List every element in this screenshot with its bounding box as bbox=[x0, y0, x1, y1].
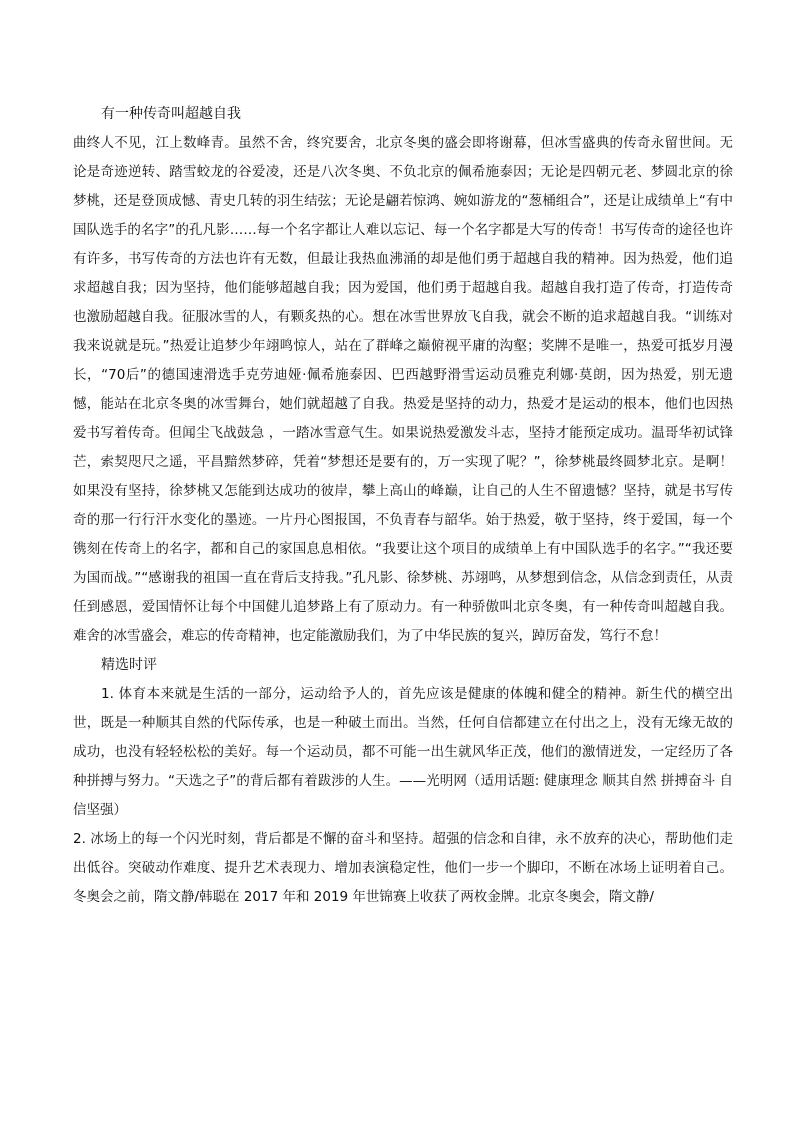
comment-paragraph-1: 1. 体育本来就是生活的一部分，运动给予人的，首先应该是健康的体魄和健全的精神。新生代的横空出世，既是一种顺其自然的代际传承，也是一种破土而出。当然，任何自信都建立在付出之上，没有无缘无故的成功，也没有轻轻松松的美好。每一个运动员，都不可能一出生就风华正茂，他们的激情迸发，一定经历了各种拼搏与努力。“天选之子”的背后都有着跋涉的人生。——光明网（适用话题: 健康理念 顺其自然 拼搏奋斗 自信坚强） bbox=[73, 686, 733, 818]
article-body: 曲终人不见，江上数峰青。虽然不舍，终究要舍，北京冬奥的盛会即将谢幕，但冰雪盛典的传奇永留世间。无论是奇迹逆转、踏雪蛟龙的谷爱凌，还是八次冬奥、不负北京的佩希施泰因；无论是四朝元老、梦圆北京的徐梦桃，还是登顶成憾、青史几转的羽生结弦；无论是翩若惊鸿、婉如游龙的“葱桶组合”，还是让成绩单上“有中国队选手的名字”的孔凡影……每一个名字都让人难以忘记、每一个名字都是大写的传奇！书写传奇的途径也许有许多，书写传奇的方法也许有无数，但最让我热血沸涌的却是他们勇于超越自我的精神。因为热爱，他们追求超越自我；因为坚持，他们能够超越自我；因为爱国，他们勇于超越自我。超越自我打造了传奇，打造传奇也激励超越自我。征服冰雪的人，有颗炙热的心。想在冰雪世界放飞自我，就会不断的追求超越自我。“训练对我来说就是玩。”热爱让追梦少年翊鸣惊人，站在了群峰之巅俯视平庸的沟壑；奖牌不是唯一，热爱可抵岁月漫长，“70后”的德国速滑选手克劳迪娅·佩希施泰因、巴西越野滑雪运动员雅克利娜·莫朗，因为热爱，别无遗憾，能站在北京冬奥的冰雪舞台，她们就超越了自我。热爱是坚持的动力，热爱才是运动的根本，他们也因热爱书写着传奇。但闻尘飞战鼓急 ，一踏冰雪意气生。如果说热爱激发斗志，坚持才能预定成功。温哥华初试锋芒，索契咫尺之遥，平昌黯然梦碎，凭着“梦想还是要有的，万一实现了呢？”，徐梦桃最终圆梦北京。是啊！如果没有坚持，徐梦桃又怎能到达成功的彼岸，攀上高山的峰巅，让自己的人生不留遗憾？坚持，就是书写传奇的那一行行汗水变化的墨迹。一片丹心图报国，不负青春与韶华。始于热爱，敬于坚持，终于爱国，每一个镌刻在传奇上的名字，都和自己的家国息息相依。“我要让这个项目的成绩单上有中国队选手的名字。”“我还要为国而战。”“感谢我的祖国一直在背后支持我。”孔凡影、徐梦桃、苏翊鸣，从梦想到信念，从信念到责任，从责任到感恩，爱国情怀让每个中国健儿追梦路上有了原动力。有一种骄傲叫北京冬奥，有一种传奇叫超越自我。难舍的冰雪盛会，难忘的传奇精神，也定能激励我们，为了中华民族的复兴，踔厉奋发，笃行不怠！ bbox=[73, 135, 733, 644]
document-content bbox=[73, 100, 733, 912]
section-title: 精选时评 bbox=[101, 657, 157, 673]
article-title: 有一种传奇叫超越自我 bbox=[101, 106, 241, 122]
comment-paragraph-2: 2. 冰场上的每一个闪光时刻，背后都是不懈的奋斗和坚持。超强的信念和自律，永不放弃的决心，帮助他们走出低谷。突破动作难度、提升艺术表现力、增加表演稳定性，他们一步一个脚印，不断在冰场上证明着自己。冬奥会之前，隋文静/韩聪在 2017 年和 2019 年世锦赛上收获了两枚金牌。北京冬奥会，隋文静/ bbox=[73, 831, 733, 905]
